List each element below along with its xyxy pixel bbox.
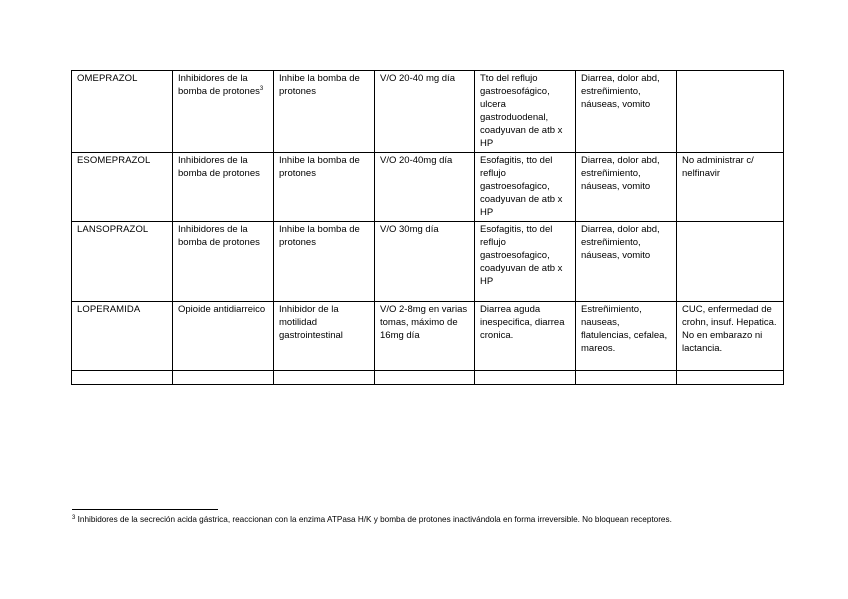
cell-dose: V/O 2-8mg en varias tomas, máximo de 16mg día: [375, 302, 475, 371]
footnote: [72, 514, 792, 525]
cell-indication: Esofagitis, tto del reflujo gastroesofagico, coadyuvan de atb x HP: [475, 153, 576, 222]
footnote-text: Inhibidores de la secreción acida gástrica, reaccionan con la enzima ATPasa H/K y bomba de protones inactivándola en forma irreversible. No bloquean receptores.: [77, 515, 672, 524]
footnote-mark: 3: [72, 515, 76, 521]
cell-drug: LOPERAMIDA: [72, 302, 173, 371]
cell-drug: OMEPRAZOL: [72, 71, 173, 153]
table-row: [72, 302, 784, 371]
cell-group: Inhibidores de la bomba de protones$^3$: [173, 71, 274, 153]
cell-mechanism: Inhibe la bomba de protones: [274, 153, 375, 222]
cell-mechanism: Inhibidor de la motilidad gastrointestinal: [274, 302, 375, 371]
drug-table: [71, 70, 784, 385]
table-row-empty: [72, 371, 784, 385]
cell-dose: V/O 20-40mg día: [375, 153, 475, 222]
cell-contraindications: [677, 71, 784, 153]
table-row: [72, 222, 784, 302]
contraindication-line: CUC, enfermedad de crohn, insuf. Hepatica.: [682, 304, 777, 328]
cell-group: Opioide antidiarreico: [173, 302, 274, 371]
cell-adverse-effects: Diarrea, dolor abd, estreñimiento, náuseas, vomito: [576, 71, 677, 153]
cell-adverse-effects: Estreñimiento, nauseas, flatulencias, cefalea, mareos.: [576, 302, 677, 371]
cell-contraindications: [677, 302, 784, 371]
cell-contraindications: [677, 222, 784, 302]
table-row: [72, 71, 784, 153]
cell-indication: Tto del reflujo gastroesofágico, ulcera gastroduodenal, coadyuvan de atb x HP: [475, 71, 576, 153]
cell-mechanism: Inhibe la bomba de protones: [274, 71, 375, 153]
cell-mechanism: Inhibe la bomba de protones: [274, 222, 375, 302]
cell-drug: LANSOPRAZOL: [72, 222, 173, 302]
cell-dose: V/O 20-40 mg día: [375, 71, 475, 153]
cell-contraindications: No administrar c/ nelfinavir: [677, 153, 784, 222]
cell-group: Inhibidores de la bomba de protones: [173, 153, 274, 222]
table-row: [72, 153, 784, 222]
cell-adverse-effects: Diarrea, dolor abd, estreñimiento, náuseas, vomito: [576, 222, 677, 302]
footnote-reference[interactable]: 3: [259, 86, 264, 92]
contraindication-line: No en embarazo ni lactancia.: [682, 330, 763, 354]
cell-dose: V/O 30mg día: [375, 222, 475, 302]
cell-drug: ESOMEPRAZOL: [72, 153, 173, 222]
cell-indication: Diarrea aguda inespecifica, diarrea cronica.: [475, 302, 576, 371]
cell-adverse-effects: Diarrea, dolor abd, estreñimiento, náuseas, vomito: [576, 153, 677, 222]
cell-group: Inhibidores de la bomba de protones: [173, 222, 274, 302]
footnote-separator: [72, 509, 218, 510]
cell-indication: Esofagitis, tto del reflujo gastroesofagico, coadyuvan de atb x HP: [475, 222, 576, 302]
